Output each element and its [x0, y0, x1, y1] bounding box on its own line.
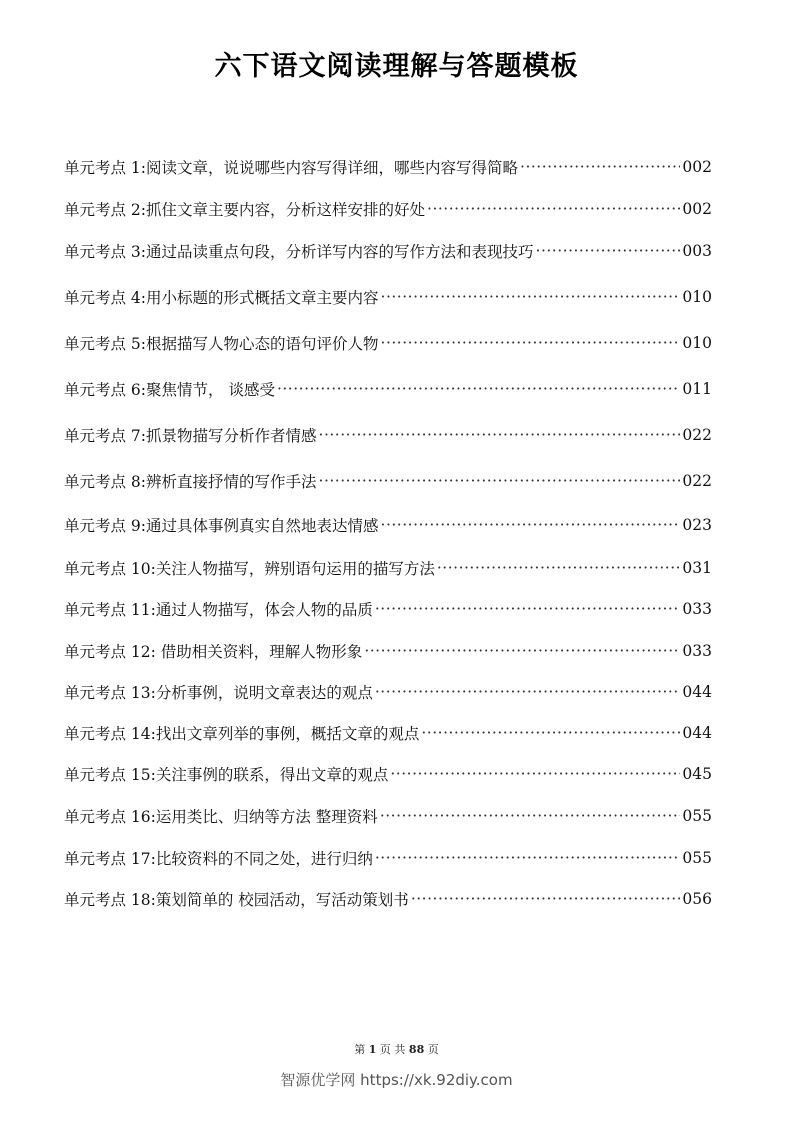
toc-entry-label: 单元考点 10:关注人物描写，辨别语句运用的描写方法: [64, 560, 435, 578]
toc-entry-label: 单元考点 12: 借助相关资料，理解人物形象: [64, 643, 363, 661]
toc-entry-page: 011: [682, 380, 712, 398]
toc-entry-page: 044: [682, 683, 712, 701]
toc-entry-page: 056: [682, 890, 712, 908]
toc-entry: [64, 512, 712, 538]
toc-entry: [64, 596, 712, 622]
footer-total-pages: 88: [408, 1043, 425, 1056]
toc-entry-label: 单元考点 5:根据描写人物心态的语句评价人物: [64, 335, 379, 353]
toc-entry-label: 单元考点 17:比较资料的不同之处，进行归纳: [64, 850, 373, 868]
toc-entry: [64, 886, 712, 912]
toc-entry-label: 单元考点 1:阅读文章，说说哪些内容写得详细，哪些内容写得简略: [64, 159, 519, 177]
toc-entry: [64, 376, 712, 402]
footer-current-page: 1: [368, 1043, 377, 1056]
page-footer: [0, 1041, 793, 1057]
toc-entry: [64, 803, 712, 829]
toc-entry: [64, 330, 712, 356]
toc-entry: [64, 238, 712, 264]
footer-middle: 页 共: [379, 1043, 406, 1056]
toc-entry-label: 单元考点 7:抓景物描写分析作者情感: [64, 427, 317, 445]
toc-entry-label: 单元考点 9:通过具体事例真实自然地表达情感: [64, 517, 379, 535]
toc-entry: [64, 638, 712, 664]
toc-leader-dots: [381, 516, 681, 534]
toc-entry: [64, 422, 712, 448]
toc-entry-page: 033: [682, 642, 712, 660]
toc-entry-page: 055: [682, 849, 712, 867]
toc-entry-label: 单元考点 14:找出文章列举的事例，概括文章的观点: [64, 725, 420, 743]
footer-prefix: 第: [354, 1043, 366, 1056]
document-title: 六下语文阅读理解与答题模板: [214, 51, 579, 82]
toc-leader-dots: [421, 724, 680, 742]
toc-leader-dots: [277, 380, 680, 398]
footer-suffix: 页: [427, 1043, 439, 1056]
toc-entry: [64, 196, 712, 222]
toc-leader-dots: [319, 426, 681, 444]
toc-leader-dots: [375, 600, 681, 618]
toc-leader-dots: [375, 849, 681, 867]
toc-leader-dots: [520, 158, 680, 176]
toc-leader-dots: [381, 334, 681, 352]
toc-leader-dots: [375, 683, 681, 701]
toc-entry-page: 002: [682, 158, 712, 176]
toc-entry-page: 002: [682, 200, 712, 218]
toc-entry: [64, 154, 712, 180]
watermark-text: 智源优学网 https://xk.92diy.com: [280, 1071, 513, 1089]
toc-leader-dots: [364, 642, 680, 660]
toc-leader-dots: [536, 242, 681, 260]
toc-leader-dots: [427, 200, 680, 218]
toc-entry-label: 单元考点 16:运用类比、归纳等方法 整理资料: [64, 808, 378, 826]
toc-entry-label: 单元考点 15:关注事例的联系，得出文章的观点: [64, 766, 389, 784]
toc-entry: [64, 761, 712, 787]
toc-entry-page: 055: [682, 807, 712, 825]
toc-leader-dots: [319, 472, 681, 490]
toc-entry-page: 003: [682, 242, 712, 260]
toc-entry-label: 单元考点 13:分析事例，说明文章表达的观点: [64, 684, 373, 702]
toc-entry-label: 单元考点 11:通过人物描写，体会人物的品质: [64, 601, 373, 619]
toc-entry: [64, 555, 712, 581]
toc-entry-label: 单元考点 18:策划简单的 校园活动，写活动策划书: [64, 891, 409, 909]
toc-entry: [64, 720, 712, 746]
toc-entry-page: 010: [682, 334, 712, 352]
toc-leader-dots: [381, 288, 681, 306]
toc-leader-dots: [411, 890, 681, 908]
toc-entry-page: 022: [682, 472, 712, 490]
toc-leader-dots: [437, 559, 681, 577]
toc-entry-label: 单元考点 8:辨析直接抒情的写作手法: [64, 473, 317, 491]
toc-entry-page: 031: [682, 559, 712, 577]
toc-entry-label: 单元考点 6:聚焦情节， 谈感受: [64, 381, 275, 399]
toc-entry-page: 033: [682, 600, 712, 618]
toc-leader-dots: [380, 807, 681, 825]
toc-leader-dots: [390, 765, 680, 783]
toc-entry-page: 010: [682, 288, 712, 306]
toc-entry-page: 044: [682, 724, 712, 742]
toc-entry-label: 单元考点 3:通过品读重点句段，分析详写内容的写作方法和表现技巧: [64, 243, 534, 261]
toc-entry-page: 023: [682, 516, 712, 534]
toc-entry-label: 单元考点 2:抓住文章主要内容，分析这样安排的好处: [64, 201, 426, 219]
toc-entry: [64, 468, 712, 494]
toc-entry-label: 单元考点 4:用小标题的形式概括文章主要内容: [64, 289, 379, 307]
toc-entry-page: 045: [682, 765, 712, 783]
toc-entry: [64, 679, 712, 705]
toc-entry-page: 022: [682, 426, 712, 444]
toc-entry: [64, 284, 712, 310]
toc-entry: [64, 845, 712, 871]
